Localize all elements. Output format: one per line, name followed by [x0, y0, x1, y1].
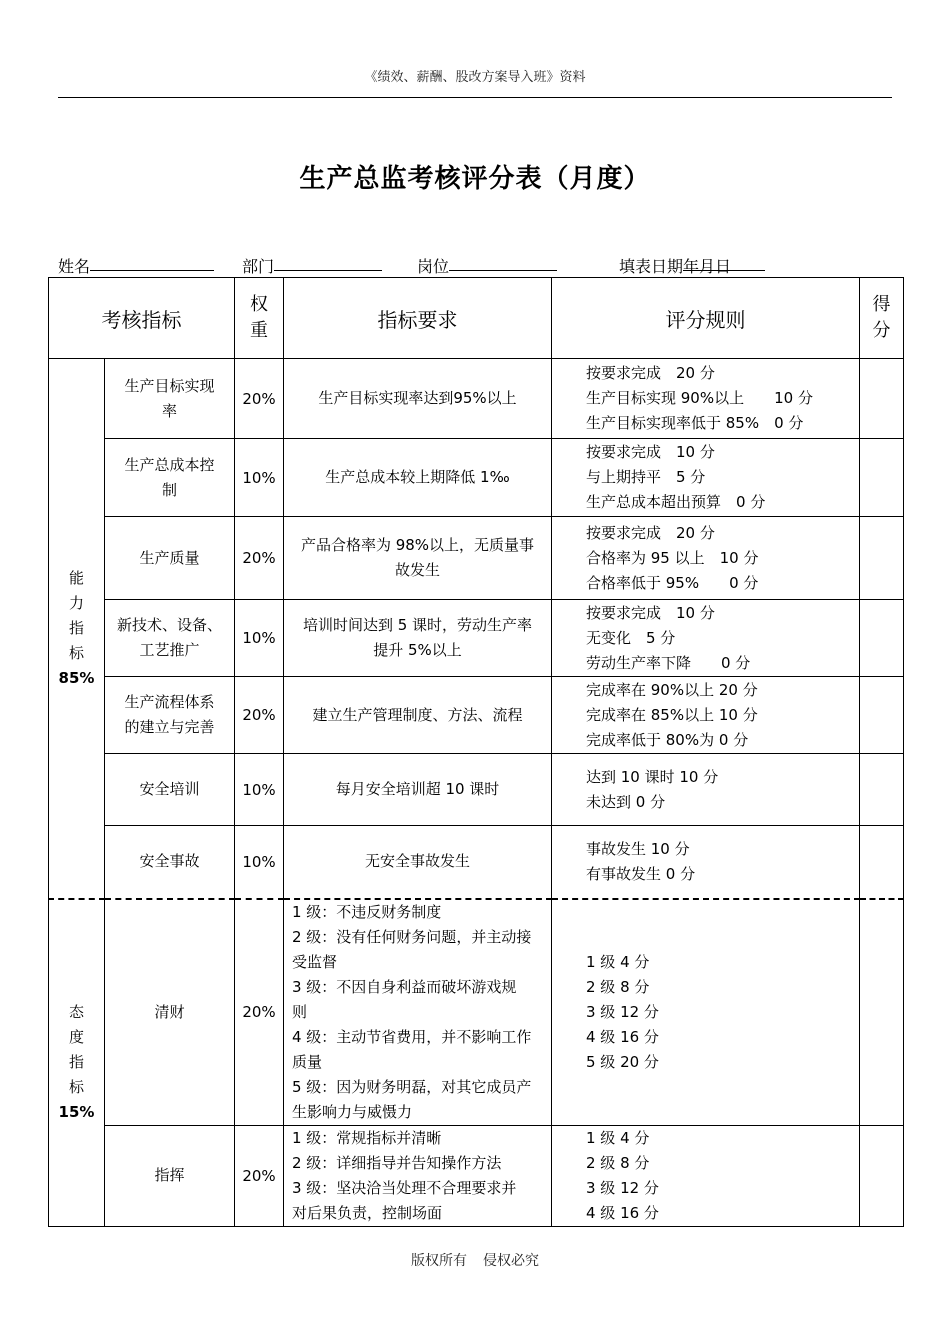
scoring-rules — [552, 439, 860, 517]
indicator-requirement-line: 提升 5%以上 — [373, 641, 462, 659]
table-row — [49, 600, 904, 677]
scoring-rules — [552, 1125, 860, 1226]
indicator-requirement — [284, 1125, 552, 1226]
indicator-name-line: 制 — [161, 480, 177, 499]
table-row — [49, 899, 904, 1126]
category-char: 标 — [68, 643, 84, 662]
scoring-rules-line: 生产目标实现 90%以上 10 分 — [586, 389, 813, 407]
indicator-weight: 20% — [235, 1125, 284, 1226]
dept-field[interactable] — [242, 254, 274, 277]
day-blank[interactable] — [715, 254, 765, 271]
year-label: 年 — [683, 257, 700, 276]
indicator-requirement-line: 1 级：常规指标并清晰 — [292, 1128, 442, 1147]
scoring-rules-line: 达到 10 课时 10 分 — [586, 767, 719, 786]
post-label: 岗位 — [417, 257, 450, 276]
table-row — [49, 754, 904, 826]
indicator-requirement-line: 培训时间达到 5 课时，劳动生产率 — [302, 616, 533, 634]
scoring-rules-line: 完成率低于 80%为 0 分 — [586, 730, 749, 749]
scoring-rules-line: 4 级 16 分 — [586, 1203, 659, 1222]
indicator-requirement — [284, 677, 552, 754]
scoring-rules-line: 与上期持平 5 分 — [586, 468, 706, 486]
header-rule — [58, 97, 892, 98]
indicator-name — [105, 677, 235, 754]
footer — [0, 1250, 950, 1270]
scoring-rules-line: 合格率低于 95% 0 分 — [586, 573, 759, 592]
score-cell[interactable] — [860, 899, 904, 1126]
indicator-requirement-line: 2 级：详细指导并告知操作方法 — [292, 1153, 502, 1172]
table-row — [49, 517, 904, 600]
page-title: 生产总监考核评分表（月度） — [299, 164, 651, 194]
scoring-rules-line: 3 级 12 分 — [586, 1178, 659, 1197]
indicator-name — [105, 826, 235, 899]
indicator-requirement-line: 建立生产管理制度、方法、流程 — [312, 705, 523, 724]
dept-blank[interactable] — [274, 254, 382, 271]
scoring-rules-line: 事故发生 10 分 — [586, 839, 690, 858]
category-weight: 15% — [58, 1103, 95, 1121]
score-cell[interactable] — [860, 826, 904, 899]
indicator-weight: 10% — [235, 600, 284, 677]
category-char: 标 — [68, 1078, 84, 1096]
header-rules: 评分规则 — [552, 278, 860, 359]
indicator-requirement-line: 每月安全培训超 10 课时 — [335, 780, 500, 798]
indicator-requirement-line: 生影响力与威慑力 — [292, 1102, 413, 1121]
header-weight-1: 权 — [250, 294, 268, 315]
scoring-rules-line: 按要求完成 20 分 — [586, 364, 715, 382]
scoring-rules — [552, 677, 860, 754]
name-field[interactable] — [58, 254, 90, 277]
header-weight-2: 重 — [250, 320, 268, 341]
category-weight: 85% — [58, 668, 95, 687]
indicator-requirement-line: 受监督 — [292, 952, 338, 971]
scoring-rules-line: 2 级 8 分 — [586, 977, 650, 996]
indicator-name-line: 的建立与完善 — [124, 718, 215, 736]
indicator-name — [105, 1125, 235, 1226]
scoring-rules-line: 按要求完成 20 分 — [586, 523, 715, 542]
scoring-rules — [552, 359, 860, 439]
indicator-name — [105, 439, 235, 517]
scoring-rules-line: 无变化 5 分 — [586, 628, 676, 647]
category-cell — [49, 899, 105, 1227]
indicator-requirement-line: 2 级：没有任何财务问题，并主动接 — [292, 927, 532, 946]
scoring-rules-line: 未达到 0 分 — [586, 792, 666, 811]
score-cell[interactable] — [860, 754, 904, 826]
scoring-rules-line: 2 级 8 分 — [586, 1153, 650, 1172]
scoring-rules — [552, 826, 860, 899]
date-label: 填表日期 — [619, 257, 684, 276]
date-field[interactable] — [619, 254, 731, 277]
indicator-weight: 10% — [235, 826, 284, 899]
indicator-requirement-line: 对后果负责，控制场面 — [292, 1203, 443, 1222]
scoring-rules-line: 生产总成本超出预算 0 分 — [586, 493, 766, 511]
indicator-name-line: 指挥 — [154, 1166, 185, 1184]
indicator-requirement — [284, 439, 552, 517]
scoring-rules — [552, 754, 860, 826]
indicator-weight: 20% — [235, 359, 284, 439]
score-cell[interactable] — [860, 1125, 904, 1226]
indicator-requirement-line: 1 级：不违反财务制度 — [292, 902, 442, 921]
category-char: 力 — [68, 593, 84, 612]
indicator-name — [105, 517, 235, 600]
scoring-rules-line: 按要求完成 10 分 — [586, 443, 715, 461]
post-field[interactable] — [417, 254, 449, 277]
category-cell — [49, 359, 105, 899]
footer-copyright: 版权所有 — [411, 1253, 467, 1269]
header-note: 《绩效、薪酬、股改方案导入班》资料 — [364, 70, 586, 85]
indicator-requirement — [284, 600, 552, 677]
indicator-name-line: 清财 — [154, 1002, 185, 1021]
day-label: 日 — [715, 257, 732, 276]
header-weight — [235, 278, 284, 359]
indicator-weight: 20% — [235, 517, 284, 600]
indicator-name-line: 安全培训 — [139, 780, 200, 798]
category-char: 指 — [68, 1053, 84, 1071]
indicator-requirement-line: 产品合格率为 98%以上，无质量事 — [300, 536, 535, 554]
scoring-rules — [552, 899, 860, 1126]
header-requirement: 指标要求 — [284, 278, 552, 359]
indicator-name-line: 生产总成本控 — [124, 455, 215, 474]
scoring-rules-line: 1 级 4 分 — [586, 952, 650, 971]
indicator-name-line: 生产目标实现 — [124, 376, 215, 395]
indicator-name-line: 生产质量 — [139, 548, 200, 567]
header-score-1: 得 — [872, 294, 891, 315]
indicator-requirement-line: 质量 — [292, 1052, 323, 1071]
scoring-rules-line: 按要求完成 10 分 — [586, 603, 715, 622]
score-cell[interactable] — [860, 517, 904, 600]
indicator-name-line: 工艺推广 — [139, 641, 200, 659]
score-cell[interactable] — [860, 359, 904, 439]
scoring-rules-line: 生产目标实现率低于 85% 0 分 — [586, 414, 804, 432]
indicator-name-line: 安全事故 — [139, 852, 200, 871]
table-row — [49, 677, 904, 754]
header-indicator: 考核指标 — [49, 278, 235, 359]
scoring-rules-line: 劳动生产率下降 0 分 — [586, 653, 751, 672]
table-row — [49, 826, 904, 899]
table-row — [49, 1125, 904, 1226]
indicator-requirement-line: 生产总成本较上期降低 1‰ — [325, 468, 510, 486]
category-char: 态 — [68, 1003, 84, 1021]
indicator-name — [105, 754, 235, 826]
dept-label: 部门 — [242, 257, 275, 276]
category-char: 能 — [68, 568, 84, 587]
indicator-requirement-line: 无安全事故发生 — [364, 852, 470, 871]
indicator-requirement-line: 生产目标实现率达到95%以上 — [318, 389, 517, 407]
scoring-rules-line: 完成率在 90%以上 20 分 — [586, 680, 758, 699]
info-line — [58, 254, 888, 276]
name-blank[interactable] — [90, 254, 214, 271]
indicator-requirement-line: 4 级：主动节省费用，并不影响工作 — [292, 1027, 532, 1046]
scoring-rules-line: 完成率在 85%以上 10 分 — [586, 705, 758, 724]
indicator-name — [105, 600, 235, 677]
indicator-name-line: 生产流程体系 — [124, 693, 215, 711]
indicator-requirement-line: 3 级：不因自身利益而破坏游戏规 — [292, 977, 517, 996]
scoring-rules-line: 5 级 20 分 — [586, 1052, 659, 1071]
footer-rights: 侵权必究 — [483, 1253, 539, 1269]
table-row — [49, 359, 904, 439]
category-char: 度 — [68, 1028, 84, 1046]
indicator-name-line: 率 — [161, 401, 177, 420]
indicator-weight: 20% — [235, 899, 284, 1126]
month-label: 月 — [699, 257, 716, 276]
name-label: 姓名 — [58, 257, 91, 276]
indicator-requirement — [284, 359, 552, 439]
score-cell[interactable] — [860, 600, 904, 677]
indicator-requirement-line: 5 级：因为财务明磊，对其它成员产 — [292, 1077, 532, 1096]
header-row — [49, 278, 904, 359]
indicator-requirement-line: 则 — [292, 1002, 308, 1021]
scoring-rules-line: 3 级 12 分 — [586, 1002, 659, 1021]
indicator-name — [105, 359, 235, 439]
indicator-requirement-line: 故发生 — [394, 561, 440, 579]
appraisal-table — [48, 277, 904, 1227]
scoring-rules-line: 有事故发生 0 分 — [586, 864, 696, 883]
score-cell[interactable] — [860, 677, 904, 754]
indicator-requirement — [284, 826, 552, 899]
category-char: 指 — [68, 618, 84, 637]
indicator-name-line: 新技术、设备、 — [116, 616, 222, 634]
indicator-weight: 10% — [235, 754, 284, 826]
score-cell[interactable] — [860, 439, 904, 517]
scoring-rules-line: 4 级 16 分 — [586, 1027, 659, 1046]
table-row — [49, 439, 904, 517]
header-score-2: 分 — [872, 320, 891, 341]
indicator-weight: 10% — [235, 439, 284, 517]
post-blank[interactable] — [449, 254, 557, 271]
scoring-rules — [552, 517, 860, 600]
indicator-weight: 20% — [235, 677, 284, 754]
scoring-rules-line: 1 级 4 分 — [586, 1128, 650, 1147]
indicator-requirement — [284, 517, 552, 600]
indicator-requirement — [284, 899, 552, 1126]
scoring-rules — [552, 600, 860, 677]
header-score — [860, 278, 904, 359]
indicator-name — [105, 899, 235, 1126]
scoring-rules-line: 合格率为 95 以上 10 分 — [586, 548, 759, 567]
indicator-requirement-line: 3 级：坚决洽当处理不合理要求并 — [292, 1178, 517, 1197]
indicator-requirement — [284, 754, 552, 826]
